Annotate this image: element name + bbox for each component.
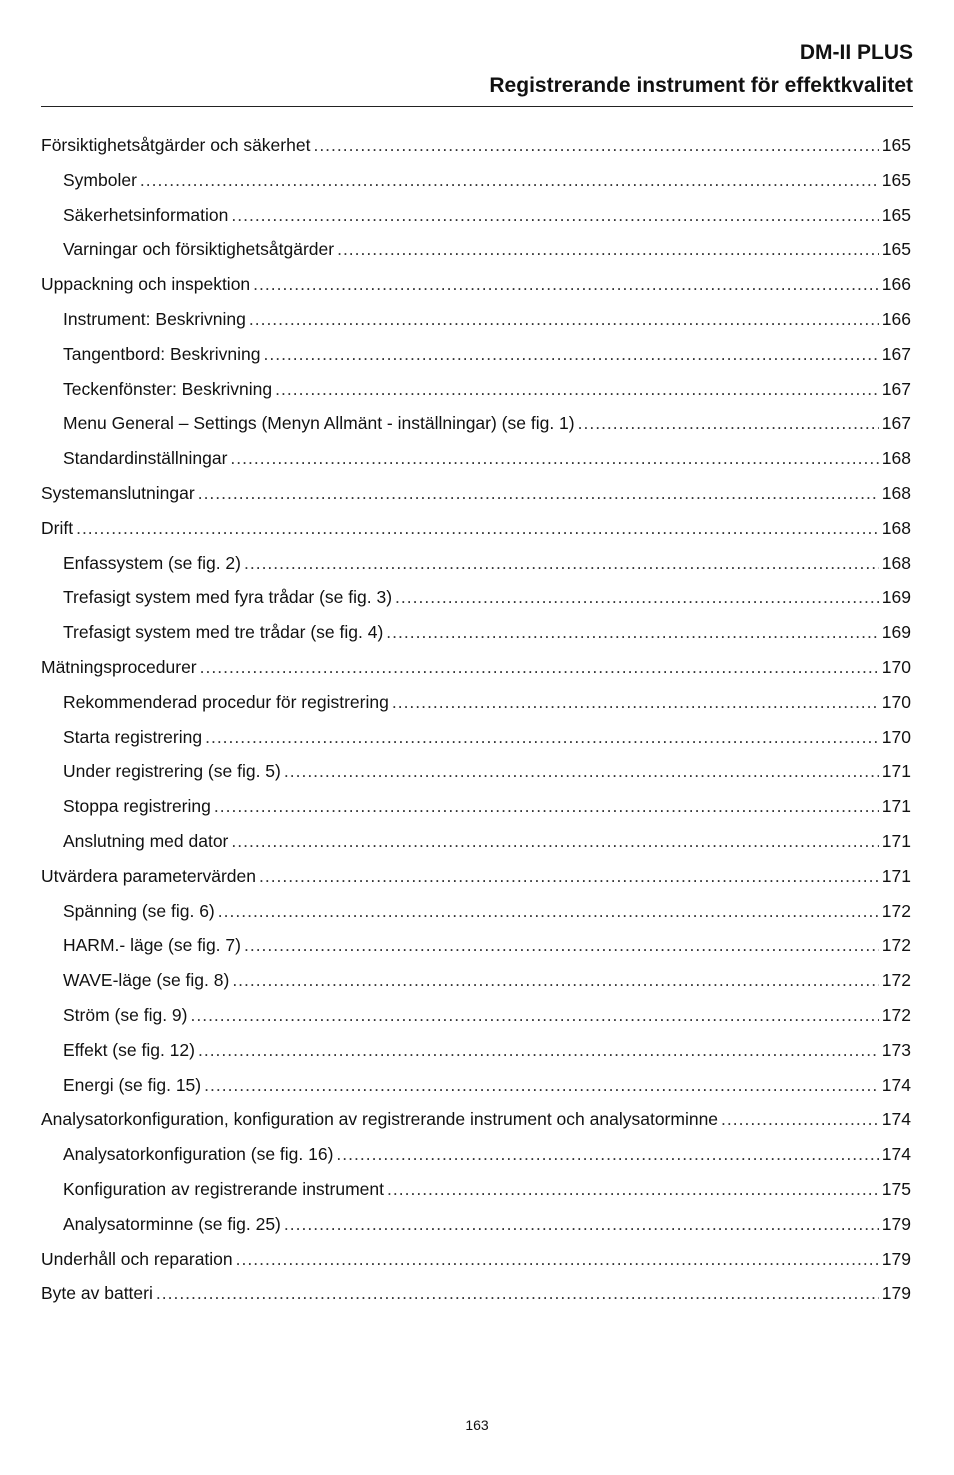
- toc-entry[interactable]: [41, 476, 911, 511]
- toc-entry-page: 165: [881, 169, 911, 190]
- toc-leader-dots: [236, 1242, 879, 1277]
- toc-entry[interactable]: [41, 232, 911, 267]
- toc-entry-label: Underhåll och reparation: [41, 1248, 233, 1269]
- toc-leader-dots: [392, 685, 879, 720]
- toc-entry-page: 172: [881, 900, 911, 921]
- toc-entry-page: 170: [881, 691, 911, 712]
- toc-entry-page: 174: [881, 1074, 911, 1095]
- toc-entry-label: WAVE-läge (se fig. 8): [63, 970, 230, 991]
- toc-entry[interactable]: [41, 337, 911, 372]
- toc-leader-dots: [336, 1137, 878, 1172]
- toc-leader-dots: [337, 232, 879, 267]
- toc-entry-label: Menu General – Settings (Menyn Allmänt - inställningar) (se fig. 1): [63, 413, 575, 434]
- toc-leader-dots: [198, 1033, 879, 1068]
- toc-entry-page: 174: [881, 1144, 911, 1165]
- toc-entry-label: Trefasigt system med tre trådar (se fig. 4): [63, 622, 384, 643]
- toc-entry-page: 173: [881, 1039, 911, 1060]
- toc-entry-label: Teckenfönster: Beskrivning: [63, 378, 273, 399]
- toc-entry-label: Stoppa registrering: [63, 796, 211, 817]
- toc-entry[interactable]: [41, 1102, 911, 1137]
- toc-entry[interactable]: [41, 198, 911, 233]
- toc-entry-page: 168: [881, 552, 911, 573]
- toc-leader-dots: [200, 650, 879, 685]
- toc-entry[interactable]: [41, 685, 911, 720]
- toc-leader-dots: [253, 267, 879, 302]
- toc-leader-dots: [395, 580, 879, 615]
- toc-leader-dots: [387, 1172, 879, 1207]
- toc-entry-page: 179: [881, 1283, 911, 1304]
- toc-entry[interactable]: [41, 511, 911, 546]
- toc-entry[interactable]: [41, 302, 911, 337]
- toc-leader-dots: [232, 963, 878, 998]
- toc-entry-page: 169: [881, 622, 911, 643]
- toc-entry[interactable]: [41, 963, 911, 998]
- toc-leader-dots: [263, 337, 878, 372]
- toc-entry-page: 168: [881, 482, 911, 503]
- toc-leader-dots: [218, 894, 879, 929]
- toc-entry-label: Analysatorkonfiguration, konfiguration av registrerande instrument och analysatorminne: [41, 1109, 719, 1130]
- toc-entry-label: HARM.- läge (se fig. 7): [63, 935, 241, 956]
- toc-leader-dots: [386, 615, 879, 650]
- toc-entry-page: 167: [881, 413, 911, 434]
- toc-entry-label: Enfassystem (se fig. 2): [63, 552, 241, 573]
- toc-entry-label: Systemanslutningar: [41, 482, 195, 503]
- toc-leader-dots: [204, 1068, 879, 1103]
- toc-entry-label: Symboler: [63, 169, 137, 190]
- toc-leader-dots: [214, 789, 879, 824]
- document-title: DM-II PLUS: [799, 41, 913, 64]
- toc-entry-label: Trefasigt system med fyra trådar (se fig. 3): [63, 587, 393, 608]
- toc-entry-label: Starta registrering: [63, 726, 203, 747]
- toc-entry-label: Analysatorkonfiguration (se fig. 16): [63, 1144, 334, 1165]
- toc-leader-dots: [231, 824, 878, 859]
- toc-entry[interactable]: [41, 650, 911, 685]
- toc-entry-page: 165: [881, 204, 911, 225]
- toc-entry[interactable]: [41, 615, 911, 650]
- toc-leader-dots: [190, 998, 878, 1033]
- toc-leader-dots: [198, 476, 879, 511]
- toc-entry[interactable]: [41, 1172, 911, 1207]
- toc-entry-page: 179: [881, 1248, 911, 1269]
- toc-entry-label: Varningar och försiktighetsåtgärder: [63, 239, 335, 260]
- toc-leader-dots: [259, 859, 879, 894]
- toc-entry-page: 165: [881, 135, 911, 155]
- toc-entry-page: 175: [881, 1178, 911, 1199]
- toc-entry-label: Säkerhetsinformation: [63, 204, 229, 225]
- toc-entry[interactable]: [41, 859, 911, 894]
- toc-leader-dots: [205, 720, 879, 755]
- toc-leader-dots: [230, 441, 878, 476]
- toc-entry-page: 172: [881, 1004, 911, 1025]
- toc-leader-dots: [249, 302, 879, 337]
- toc-entry[interactable]: [41, 267, 911, 302]
- toc-entry-label: Analysatorminne (se fig. 25): [63, 1213, 281, 1234]
- toc-entry-label: Instrument: Beskrivning: [63, 308, 246, 329]
- toc-entry-page: 171: [881, 830, 911, 851]
- toc-entry[interactable]: [41, 372, 911, 407]
- toc-entry[interactable]: [41, 163, 911, 198]
- toc-entry-page: 165: [881, 239, 911, 260]
- toc-leader-dots: [140, 163, 879, 198]
- toc-entry-label: Rekommenderad procedur för registrering: [63, 691, 389, 712]
- toc-entry-label: Under registrering (se fig. 5): [63, 761, 281, 782]
- toc-leader-dots: [76, 511, 879, 546]
- toc-entry[interactable]: [41, 1207, 911, 1242]
- toc-entry-label: Mätningsprocedurer: [41, 656, 197, 677]
- toc-entry-label: Konfiguration av registrerande instrument: [63, 1178, 385, 1199]
- toc-entry-page: 169: [881, 587, 911, 608]
- toc-entry[interactable]: [41, 1068, 911, 1103]
- toc-entry-page: 172: [881, 970, 911, 991]
- document-subtitle: Registrerande instrument för effektkvalitet: [489, 74, 913, 97]
- toc-entry-page: 168: [881, 448, 911, 469]
- toc-entry[interactable]: [41, 754, 911, 789]
- toc-entry-label: Anslutning med dator: [63, 830, 229, 851]
- toc-entry-label: Uppackning och inspektion: [41, 274, 251, 295]
- toc-entry-page: 170: [881, 656, 911, 677]
- toc-leader-dots: [275, 372, 879, 407]
- page-number: 163: [465, 1417, 489, 1433]
- toc-entry[interactable]: [41, 894, 911, 929]
- toc-entry-page: 171: [881, 865, 911, 886]
- toc-entry-page: 172: [881, 935, 911, 956]
- toc-entry-page: 168: [881, 517, 911, 538]
- toc-entry[interactable]: [41, 1137, 911, 1172]
- toc-leader-dots: [284, 754, 879, 789]
- toc-entry-label: Effekt (se fig. 12): [63, 1039, 195, 1060]
- toc-entry-page: 171: [881, 761, 911, 782]
- toc-entry-label: Energi (se fig. 15): [63, 1074, 202, 1095]
- toc-entry[interactable]: [41, 580, 911, 615]
- toc-entry-page: 179: [881, 1213, 911, 1234]
- toc-entry[interactable]: [41, 928, 911, 963]
- toc-entry[interactable]: [41, 546, 911, 581]
- toc-leader-dots: [156, 1276, 879, 1311]
- toc-entry[interactable]: [41, 1242, 911, 1277]
- toc-entry-label: Ström (se fig. 9): [63, 1004, 188, 1025]
- toc-entry-label: Standardinställningar: [63, 448, 228, 469]
- toc-entry[interactable]: [41, 128, 911, 163]
- toc-entry-label: Tangentbord: Beskrivning: [63, 343, 261, 364]
- toc-entry-page: 166: [881, 308, 911, 329]
- toc-entry[interactable]: [41, 998, 911, 1033]
- toc-entry[interactable]: [41, 406, 911, 441]
- toc-entry-page: 171: [881, 796, 911, 817]
- toc-entry-label: Försiktighetsåtgärder och säkerhet: [41, 135, 311, 155]
- toc-entry-label: Spänning (se fig. 6): [63, 900, 215, 921]
- toc-leader-dots: [313, 128, 878, 163]
- toc-entry[interactable]: [41, 720, 911, 755]
- toc-entry[interactable]: [41, 789, 911, 824]
- toc-entry[interactable]: [41, 824, 911, 859]
- toc-leader-dots: [244, 928, 879, 963]
- toc-entry-page: 167: [881, 343, 911, 364]
- toc-entry[interactable]: [41, 441, 911, 476]
- page-header: [41, 36, 913, 107]
- table-of-contents: [41, 128, 911, 1311]
- toc-entry-label: Drift: [41, 517, 74, 538]
- toc-leader-dots: [244, 546, 879, 581]
- toc-entry[interactable]: [41, 1276, 911, 1311]
- toc-leader-dots: [578, 406, 879, 441]
- toc-leader-dots: [231, 198, 878, 233]
- toc-leader-dots: [721, 1102, 879, 1137]
- toc-leader-dots: [284, 1207, 879, 1242]
- toc-entry[interactable]: [41, 1033, 911, 1068]
- toc-entry-label: Byte av batteri: [41, 1283, 153, 1304]
- toc-entry-page: 174: [881, 1109, 911, 1130]
- toc-entry-label: Utvärdera parametervärden: [41, 865, 256, 886]
- toc-entry-page: 170: [881, 726, 911, 747]
- toc-entry-page: 167: [881, 378, 911, 399]
- toc-entry-page: 166: [881, 274, 911, 295]
